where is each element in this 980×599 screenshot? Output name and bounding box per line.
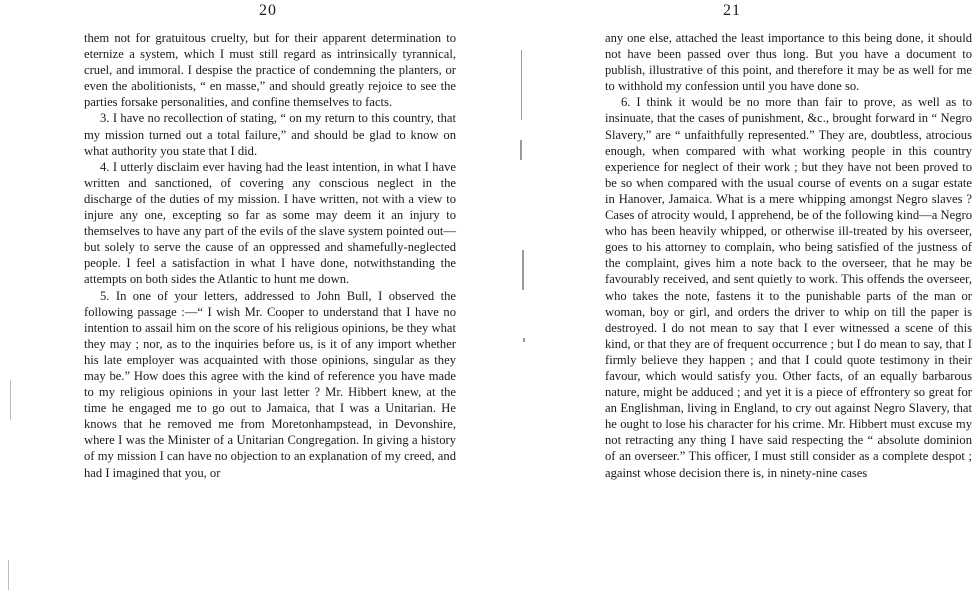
right-page-text [605,30,972,481]
paragraph: 6. I think it would be no more than fair to prove, as well as to insinuate, that the cases of punishment, &c., brought forward in “ Negro Slavery,” are “ unfaithfully represented.” They are, doubtless, atrocious enough, when compared with what working people in this country experience for neglect of their work ; but they have not been proved to be so when compared with the usual course of events on a sugar estate in Hanover, Jamaica. What is a mere whipping amongst Negro slaves ? Cases of atrocity would, I apprehend, be of the following kind—a Negro who has been heavily whipped, or otherwise ill-treated by his overseer, goes to his attorney to complain, who being satisfied of the justness of the complaint, gives him a note back to the overseer, that he may be favourably received, and sent quietly to work. This offends the overseer, who takes the note, fastens it to the punishable parts of the man or woman, boy or girl, and orders the driver to whip on till the paper is destroyed. I do not mean to say that I ever witnessed a scene of this kind, or that they are of frequent occurrence ; but I do mean to say, that I firmly believe they happen ; and that I could quote testimony in their favour, which would satisfy you. Other facts, of an equally barbarous nature, might be adduced ; and yet it is a piece of effrontery so great for an Englishman, living in England, to cry out against Negro Slavery, that he ought to lose his character for his crime. Mr. Hibbert must excuse my not retracting any thing I have said respecting the “ absolute dominion of an overseer.” This officer, I must still consider as a complete despot ; against whose decision there is, in ninety-nine cases [605,95,972,480]
paragraph: them not for gratuitous cruelty, but for their apparent determination to eternize a system, which I must still regard as intrinsically tyrannical, cruel, and immoral. I despise the practice of condemning the planters, or even the abolitionists, “ en masse,” and should greatly rejoice to see the parties forsake personalities, and confine themselves to facts. [84,31,456,110]
paragraph: 3. I have no recollection of stating, “ on my return to this country, that my mission turned out a total failure,” and should be glad to know on what authority you state that I did. [84,111,456,158]
page-number-left: 20 [259,2,277,19]
paragraph: any one else, attached the least importance to this being done, it should not have been passed over thus long. But you have a document to publish, illustrative of this point, and therefore it may be as well for me to withhold my confession until you have done so. [605,31,972,94]
paragraph: 4. I utterly disclaim ever having had the least intention, in what I have written and sanctioned, of covering any conscious neglect in the discharge of the duties of my mission. I have written, not with a view to injure any one, excepting so far as some may deem it an injury to themselves to have any part of the evils of the slave system pointed out—but solely to serve the cause of an oppressed and shamefully-neglected people. I feel a satisfaction in what I have done, notwithstanding the attempts on both sides the Atlantic to hunt me down. [84,159,456,287]
left-page-text [84,30,456,481]
page-edge-mark [10,380,11,420]
paragraph: 5. In one of your letters, addressed to John Bull, I observed the following passage :—“ I wish Mr. Cooper to understand that I have no intention to assail him on the score of his religious opinions, be they what they may ; nor, as to the inquiries before us, is it of any import whether his late employer was acquainted with those opinions, singular as they may be.” How does this agree with the kind of reference you have made to my religious opinions in your last letter ? Mr. Hibbert knew, at the time he engaged me to go out to Jamaica, that I was a Unitarian. He knows that he removed me from Moretonhampstead, in Devonshire, where I was the Minister of a Unitarian Congregation. In giving a history of my mission I can have no objection to an explanation of my creed, and had I imagined that you, or [84,288,456,480]
page-edge-mark [8,560,9,590]
page-number-right: 21 [723,2,741,19]
right-page [500,0,980,599]
